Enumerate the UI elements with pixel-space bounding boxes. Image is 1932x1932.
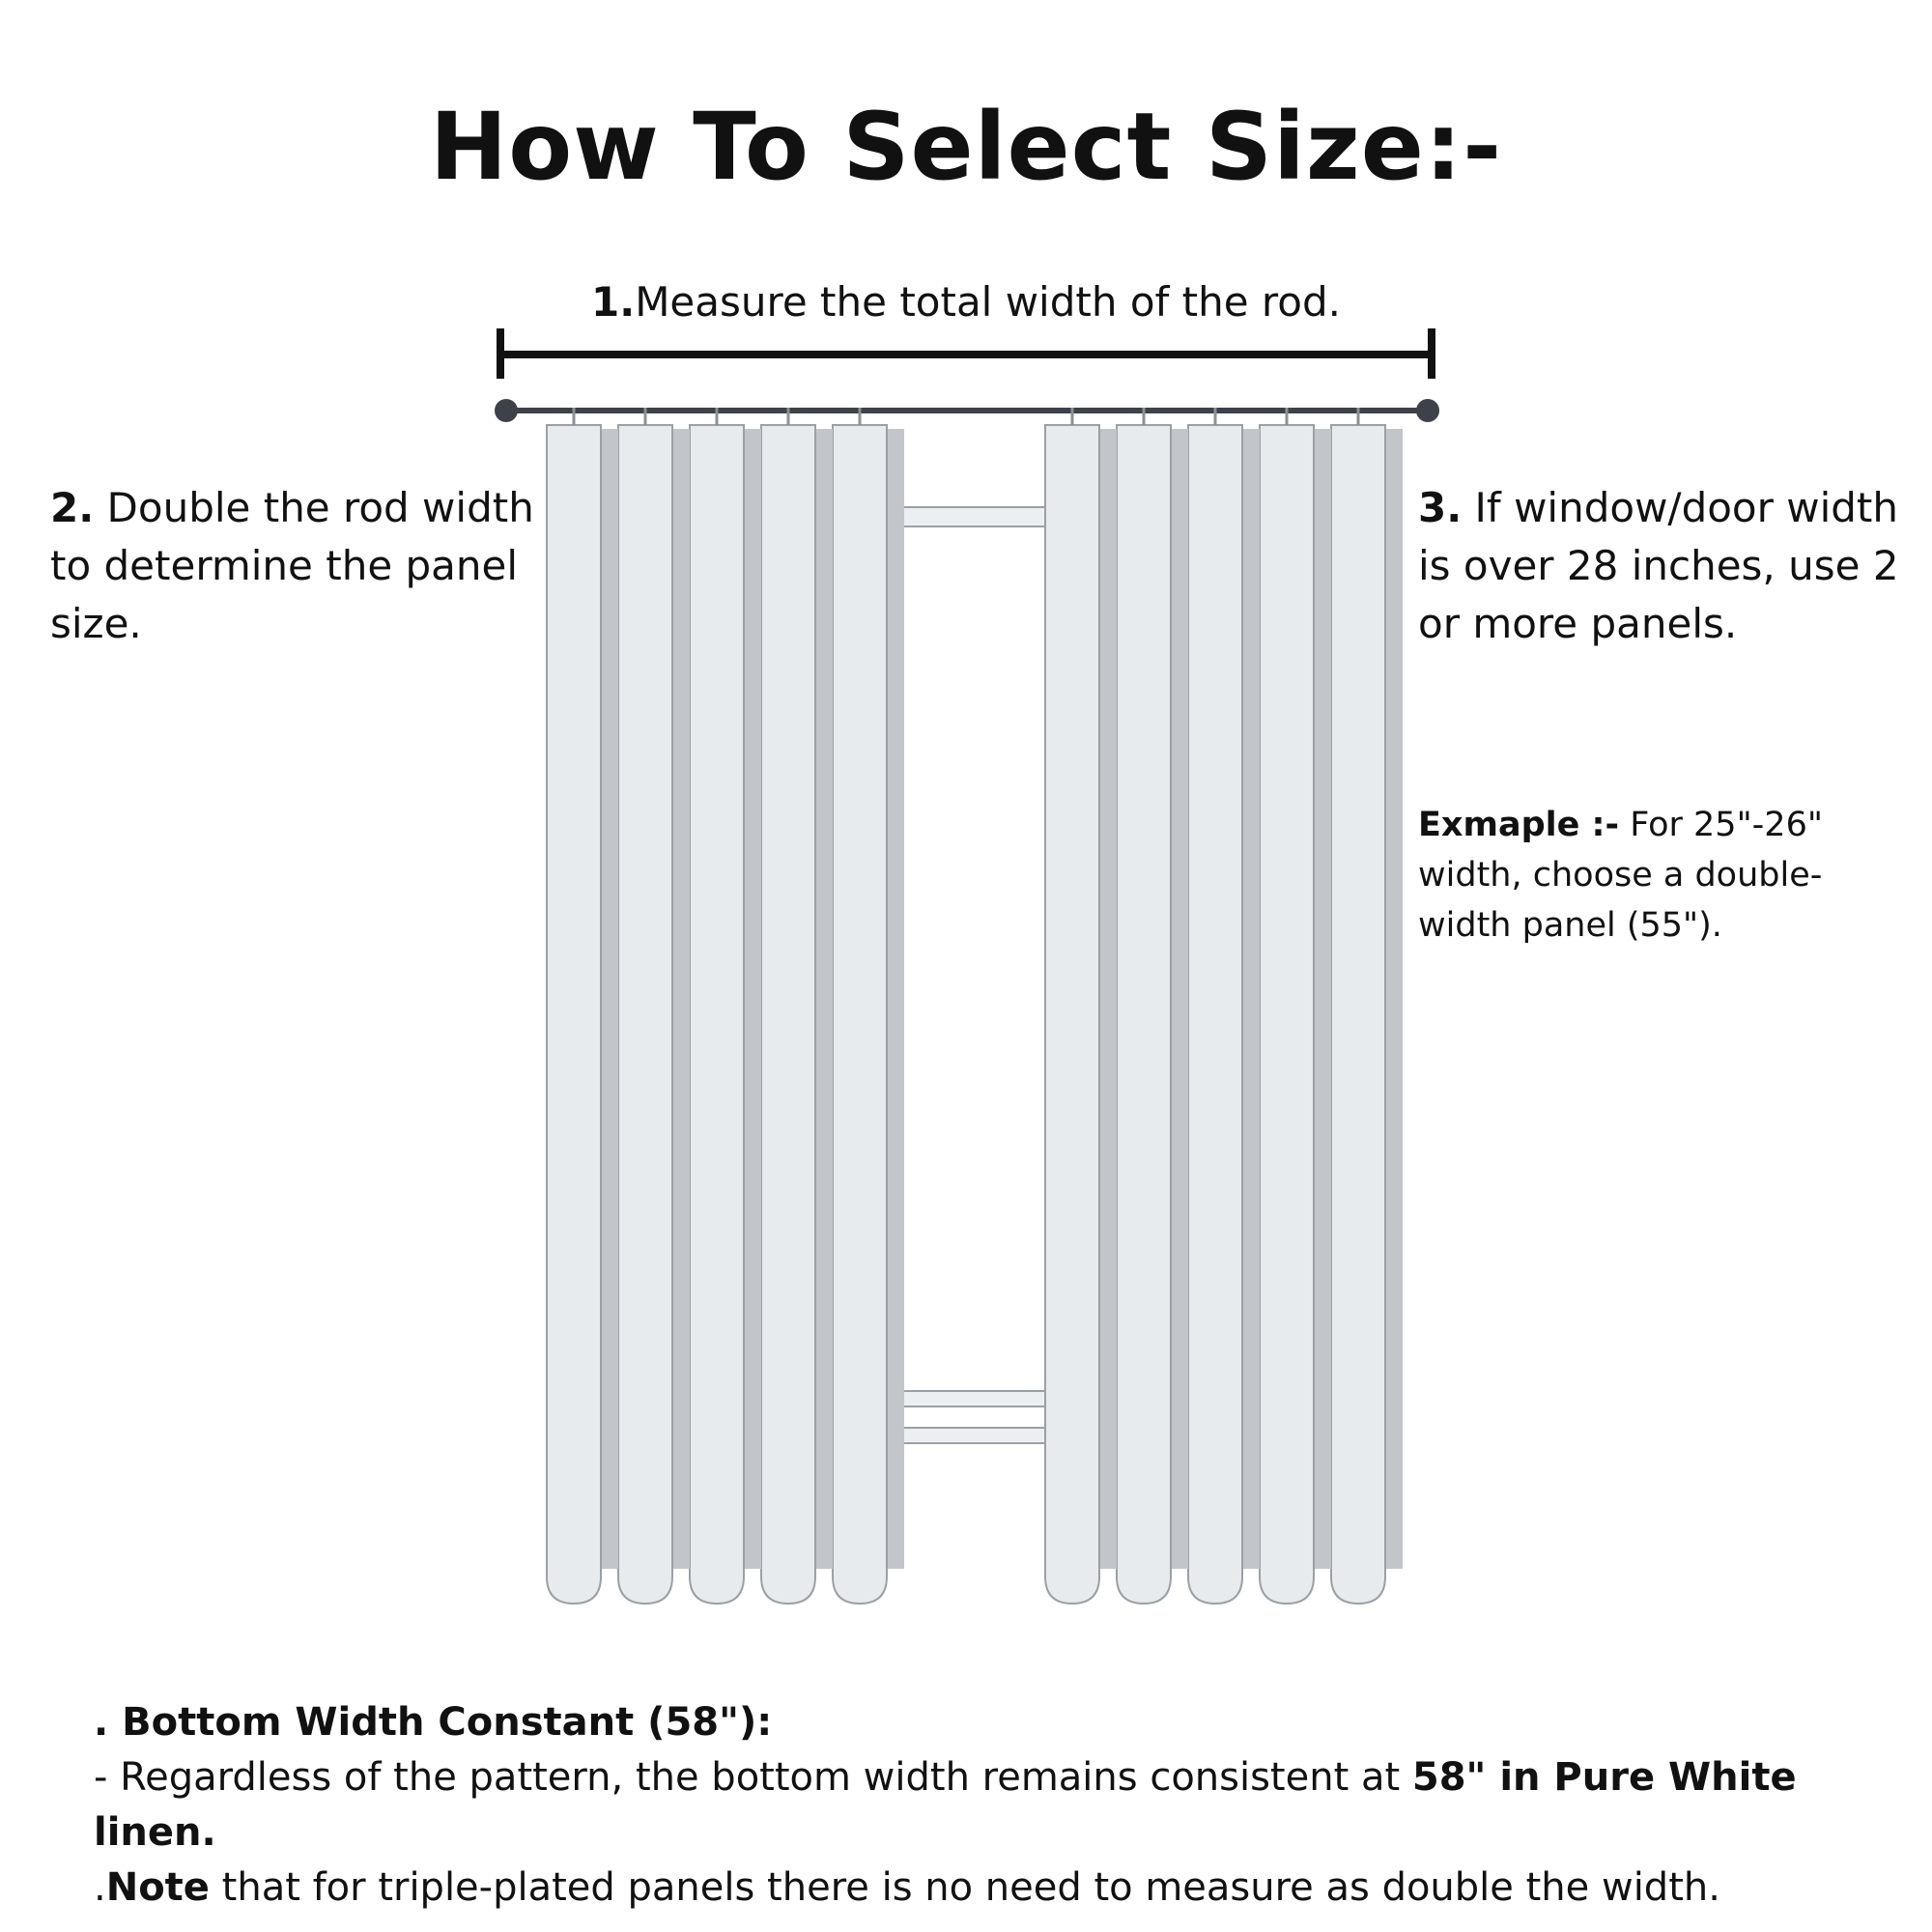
- right-curtain-panel: [1045, 408, 1403, 1604]
- bottom-width-bold: 58" in Pure White linen.: [94, 1755, 1797, 1855]
- note-prefix: .: [94, 1865, 106, 1910]
- left-pleat-3: [690, 425, 744, 1604]
- right-pleat-4: [1260, 425, 1314, 1604]
- example-label: Exmaple :-: [1418, 806, 1620, 844]
- step-1-number: 1.: [591, 278, 636, 326]
- note-label: Note: [105, 1865, 210, 1910]
- step-2-number: 2.: [50, 484, 95, 531]
- step-3-instruction: [1418, 479, 1920, 653]
- measure-bar: [500, 328, 1432, 379]
- step-1-text: Measure the total width of the rod.: [635, 278, 1341, 326]
- right-pleat-3: [1188, 425, 1242, 1604]
- bottom-width-line: [94, 1750, 1852, 1861]
- right-pleat-1: [1045, 425, 1099, 1604]
- step-2-instruction: [50, 479, 553, 653]
- rod-finial-right: [1416, 399, 1439, 422]
- bottom-width-text: - Regardless of the pattern, the bottom width remains consistent at: [94, 1755, 1412, 1800]
- step-3-text: If window/door width is over 28 inches, use 2 or more panels.: [1418, 484, 1899, 647]
- bottom-heading: . Bottom Width Constant (58"):: [94, 1700, 773, 1745]
- lower-bar-2: [881, 1428, 1047, 1443]
- left-curtain-panel: [547, 408, 904, 1604]
- note-line: [94, 1861, 1852, 1916]
- left-pleat-5: [833, 425, 887, 1604]
- note-text: that for triple-plated panels there is no need to measure as double the width.: [209, 1865, 1720, 1910]
- example-note: [1418, 800, 1872, 951]
- left-pleat-4: [761, 425, 815, 1604]
- left-pleat-2: [618, 425, 672, 1604]
- left-pleat-1: [547, 425, 601, 1604]
- curtain-rod: [495, 399, 1439, 422]
- right-pleat-5: [1331, 425, 1385, 1604]
- upper-bar: [881, 507, 1047, 526]
- right-pleat-2: [1117, 425, 1171, 1604]
- step-3-number: 3.: [1418, 484, 1463, 531]
- lower-bar-1: [881, 1391, 1047, 1406]
- page-title: How To Select Size:-: [429, 93, 1503, 201]
- middle-bars: [881, 507, 1047, 1443]
- step-2-text: Double the rod width to determine the panel size.: [50, 484, 534, 647]
- rod-finial-left: [495, 399, 518, 422]
- example-text: For 25"-26" width, choose a double-width panel (55").: [1418, 806, 1823, 945]
- bottom-notes: [94, 1695, 1852, 1916]
